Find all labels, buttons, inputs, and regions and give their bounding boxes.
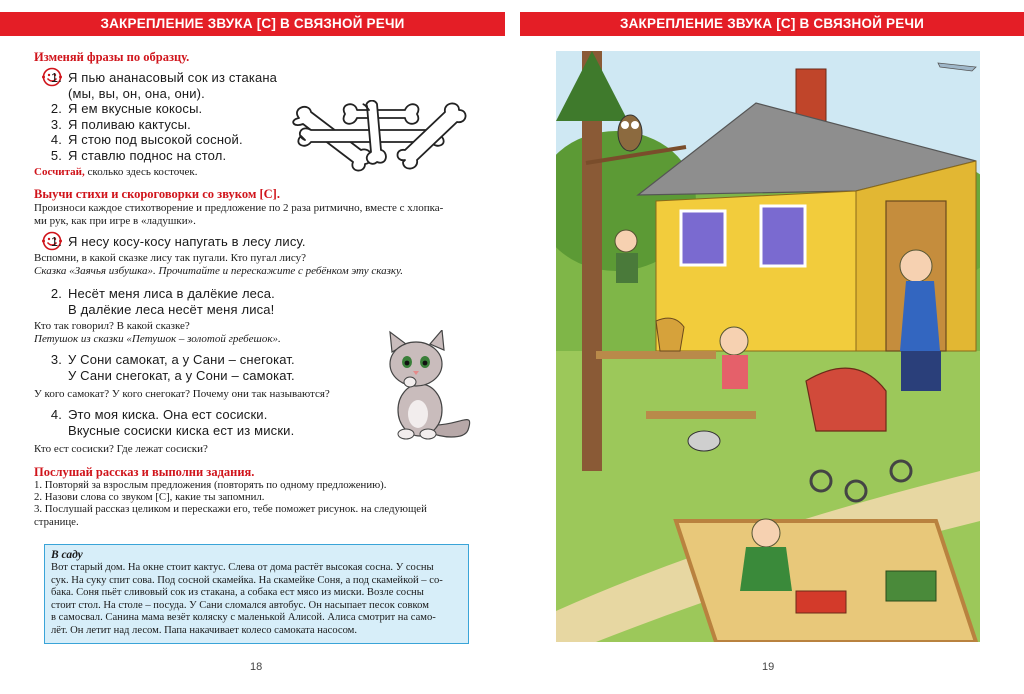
right-page-title-banner: ЗАКРЕПЛЕНИЕ ЗВУКА [С] В СВЯЗНОЙ РЕЧИ xyxy=(520,12,1024,36)
phrase-item: 5. Я ставлю поднос на стол. xyxy=(50,147,227,163)
phrase-item: 2. Я ем вкусные кокосы. xyxy=(50,101,203,117)
left-page-title-banner: ЗАКРЕПЛЕНИЕ ЗВУКА [С] В СВЯЗНОЙ РЕЧИ xyxy=(0,12,505,36)
right-page-number: 19 xyxy=(762,661,775,673)
section2-instruction: Произноси каждое стихотворение и предложение по 2 раза ритмично, вместе с хлопка- ми рук, как при игре в «ладушки». xyxy=(34,202,444,227)
story-text: Вот старый дом. На окне стоит кактус. Слева от дома растёт высокая сосна. У сосны сук. На суку спит сова. Под сосной скамейка. На скамейке Соня, а под скамейкой – со- бака. Соня пьёт сливовый сок из стакана, а собака ест мясо из миски. Возле сосны стоит стол. На столе – посуда. У Сани сломался автобус. Он насыпает песок совком в самосвал. Санина мама везёт коляску с маленькой Алисой. Алиса смотрит на само- лёт. Он летит над лесом. Папа накачивает колесо самоката насосом. xyxy=(51,562,443,636)
poem-2: 2. Несёт меня лиса в далёкие леса. В далёкие леса несёт меня лиса! xyxy=(50,286,275,317)
kitten-illustration xyxy=(380,330,475,442)
poem-3-question: У кого самокат? У кого снегокат? Почему они так называются? xyxy=(34,388,330,400)
poem-3: 3. У Сони самокат, а у Сани – снегокат. У Сани снегокат, а у Сони – самокат. xyxy=(50,352,295,383)
task-item: 1. Повторяй за взрослым предложения (повторять по одному предложению). xyxy=(34,479,387,491)
task-item: 3. Послушай рассказ целиком и перескажи его, тебе поможет рисунок. на следующей xyxy=(34,503,427,516)
story-title: В саду xyxy=(51,549,83,561)
poem-1: 1. Я несу косу-косу напугать в лесу лису. xyxy=(50,234,306,249)
poem-4-question: Кто ест сосиски? Где лежат сосиски? xyxy=(34,443,208,455)
section1-heading: Изменяй фразы по образцу. xyxy=(34,50,190,64)
poem-2-question: Кто так говорил? В какой сказке? Петушок из сказки «Петушок – золотой гребешок». xyxy=(34,320,281,345)
garden-scene-illustration xyxy=(556,51,980,642)
left-page-number: 18 xyxy=(250,661,263,673)
bones-puzzle-illustration xyxy=(285,100,475,172)
section2-heading: Выучи стихи и скороговорки со звуком [С]. xyxy=(34,187,280,201)
phrase-item: 3. Я поливаю кактусы. xyxy=(50,116,191,132)
section3-heading: Послушай рассказ и выполни задания. xyxy=(34,465,255,479)
phrase-item: 4. Я стою под высокой сосной. xyxy=(50,132,243,148)
story-box xyxy=(44,544,469,644)
phrase-item: 1. Я пью ананасовый сок из стакана xyxy=(50,70,278,85)
task-item: страницe. xyxy=(34,515,79,528)
section3-tasks xyxy=(34,479,474,528)
phrase-item: (мы, вы, он, она, они). xyxy=(68,85,205,101)
task-item: 2. Назови слова со звуком [С], какие ты запомнил. xyxy=(34,491,265,504)
poem-4: 4. Это моя киска. Она ест сосиски. Вкусные сосиски киска ест из миски. xyxy=(50,407,295,438)
poem-1-question: Вспомни, в какой сказке лису так пугали. Кто пугал лису? Сказка «Заячья избушка». Прочитайте и перескажите с ребёнком эту сказку. xyxy=(34,252,403,277)
count-instruction: Сосчитай, сколько здесь косточек. xyxy=(34,166,198,178)
